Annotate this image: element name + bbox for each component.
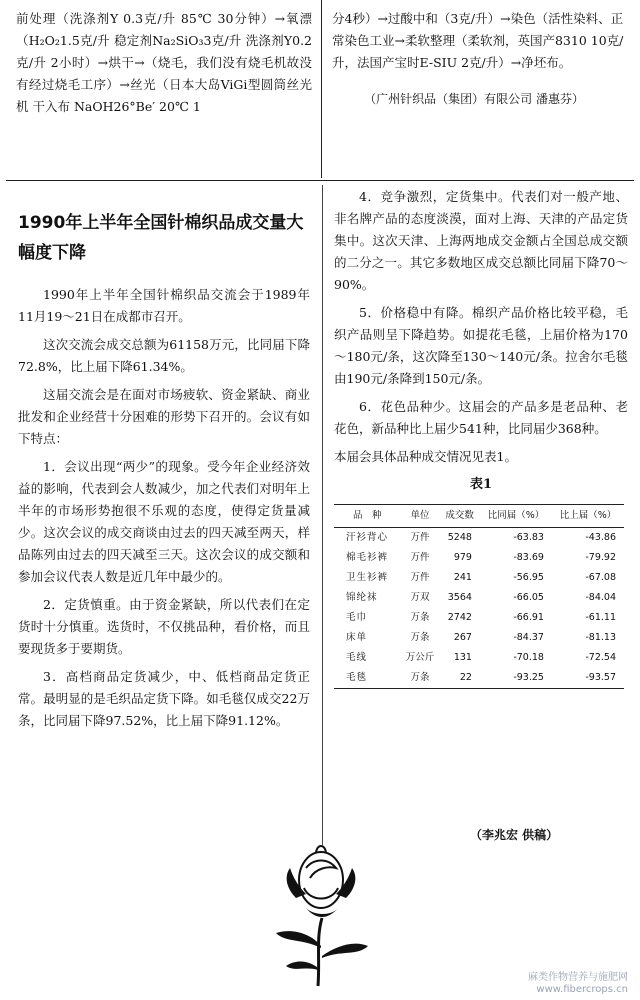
table-row — [334, 648, 624, 668]
cell-volume: 131 — [453, 652, 472, 663]
cell-unit: 万条 — [410, 672, 430, 683]
cell-vs-same-period: -70.18 — [513, 652, 544, 663]
cell-unit: 万条 — [410, 632, 430, 643]
cell-product: 毛毯 — [346, 672, 368, 683]
process-text-right: 分4秒）→过酸中和（3克/升）→染色（活性染料、正常染色工业→柔软整理（柔软剂，英国产8310 10克/升，法国产宝时E-SIU 2克/升）→净坯布。 — [332, 11, 624, 70]
cell-unit: 万件 — [410, 532, 430, 543]
cell-vs-same-period: -66.05 — [513, 592, 544, 603]
paragraph: 这次交流会成交总额为61158万元，比同届下降72.8%，比上届下降61.34%。 — [18, 337, 310, 374]
cell-product: 锦纶袜 — [346, 592, 378, 603]
paragraph: 6．花色品种少。这届会的产品多是老品种、老花色，新品种比上届少541种，比同届少368种。 — [334, 399, 628, 436]
paragraph: 这届交流会是在面对市场疲软、资金紧缺、商业批发和企业经营十分困难的形势下召开的。会议有如下特点： — [18, 387, 310, 446]
cell-unit: 万双 — [410, 592, 430, 603]
cell-product: 床单 — [346, 632, 368, 643]
cell-volume: 22 — [459, 672, 472, 683]
article-author: （李兆宏 供稿） — [470, 828, 559, 842]
table-row — [334, 668, 624, 689]
cell-unit: 万件 — [410, 572, 430, 583]
cell-product: 棉毛衫裤 — [346, 552, 389, 563]
previous-article-right-column — [332, 8, 628, 110]
cell-volume: 2742 — [447, 612, 472, 623]
watermark-site-name: 麻类作物营养与施肥网 — [528, 972, 628, 983]
watermark-url: www.fibercrops.cn — [536, 984, 628, 995]
header-vs-same-period: 比同届（%） — [480, 505, 552, 528]
cell-unit: 万件 — [410, 552, 430, 563]
cell-vs-last-session: -43.86 — [585, 532, 616, 543]
cell-vs-last-session: -81.13 — [585, 632, 616, 643]
paragraph: 3．高档商品定货减少，中、低档商品定货正常。最明显的是毛织品定货下降。如毛毯仅成交22万条，比同届下降97.52%，比上届下降91.12%。 — [18, 669, 310, 728]
cell-vs-last-session: -61.11 — [585, 612, 616, 623]
cell-vs-same-period: -63.83 — [513, 532, 544, 543]
watermark — [528, 972, 628, 996]
paragraph: 1．会议出现“两少”的现象。受今年企业经济效益的影响，代表到会人数减少，加之代表们对明年上半年的市场形势抱很不乐观的态度，使得定货量减少。这次会议的成交商谈由过去的四天减至两天，样品陈列由过去的四天减至三天。这次会议的成交额和参加会议代表人数是近几年中最少的。 — [18, 459, 310, 584]
paragraph: 5．价格稳中有降。棉织产品价格比较平稳，毛织产品则呈下降趋势。如提花毛毯，上届价格为170～180元/条，这次降至130～140元/条。拉舍尔毛毯由190元/条降到150元/条。 — [334, 305, 628, 386]
trade-volume-table — [334, 504, 624, 689]
cell-vs-last-session: -93.57 — [585, 672, 616, 683]
cell-product: 汗衫背心 — [346, 532, 389, 543]
cell-product: 毛线 — [346, 652, 368, 663]
cell-unit: 万条 — [410, 612, 430, 623]
cell-unit: 万公斤 — [405, 652, 435, 663]
cell-volume: 241 — [453, 572, 472, 583]
table-header-row — [334, 505, 624, 528]
header-unit: 单位 — [401, 505, 440, 528]
header-product: 品 种 — [334, 505, 401, 528]
column-divider-top — [321, 0, 322, 178]
cell-vs-last-session: -72.54 — [585, 652, 616, 663]
cell-vs-last-session: -67.08 — [585, 572, 616, 583]
cell-product: 毛巾 — [346, 612, 368, 623]
table-title: 表1 — [469, 477, 493, 492]
article-left-column — [18, 284, 310, 738]
process-text-left: 前处理（洗涤剂Y 0.3克/升 85℃ 30分钟）→氧漂（H₂O₂1.5克/升 稳定剂Na₂SiO₃3克/升 洗涤剂Y0.2克/升 2小时）→烘干→（烧毛，我们没有烧毛机故没有经过烧毛工序）→丝光（日本大岛ViGi型圆筒丝光机 干入布 NaOH26°Be′ 20℃ 1 — [16, 11, 312, 114]
cell-vs-same-period: -56.95 — [513, 572, 544, 583]
previous-article-author: （广州针织品（集团）有限公司 潘惠芬） — [364, 92, 584, 106]
article-right-column — [334, 186, 628, 689]
cell-vs-last-session: -84.04 — [585, 592, 616, 603]
table-row — [334, 568, 624, 588]
table-caption: 本届会具体品种成交情况见表1。 — [334, 449, 517, 464]
paragraph: 2．定货慎重。由于资金紧缺，所以代表们在定货时十分慎重。选货时，不仅挑品种，看价格，而且要现货多于要期货。 — [18, 597, 310, 656]
cell-volume: 5248 — [447, 532, 472, 543]
paragraph: 4．竞争激烈，定货集中。代表们对一般产地、非名牌产品的态度淡漠，面对上海、天津的产品定货集中。这次天津、上海两地成交金额占全国总成交额的二分之一。其它多数地区成交总额比同届下降70～90%。 — [334, 189, 628, 292]
column-divider-bottom — [322, 185, 323, 845]
paragraph: 1990年上半年全国针棉织品交流会于1989年11月19～21日在成都市召开。 — [18, 287, 310, 324]
cell-vs-same-period: -66.91 — [513, 612, 544, 623]
section-divider — [6, 180, 634, 181]
flower-illustration — [266, 838, 376, 988]
cell-product: 卫生衫裤 — [346, 572, 389, 583]
table-row — [334, 548, 624, 568]
cell-vs-same-period: -84.37 — [513, 632, 544, 643]
article-title: 1990年上半年全国针棉织品成交量大幅度下降 — [18, 213, 304, 263]
table-row — [334, 608, 624, 628]
cell-volume: 979 — [453, 552, 472, 563]
header-vs-last-session: 比上届（%） — [552, 505, 624, 528]
previous-article-left-column — [16, 8, 312, 118]
cell-volume: 267 — [453, 632, 472, 643]
table-row — [334, 628, 624, 648]
table-row — [334, 528, 624, 549]
cell-volume: 3564 — [447, 592, 472, 603]
table-row — [334, 588, 624, 608]
cell-vs-same-period: -83.69 — [513, 552, 544, 563]
header-volume: 成交数 — [439, 505, 480, 528]
cell-vs-same-period: -93.25 — [513, 672, 544, 683]
cell-vs-last-session: -79.92 — [585, 552, 616, 563]
table-body — [334, 528, 624, 689]
